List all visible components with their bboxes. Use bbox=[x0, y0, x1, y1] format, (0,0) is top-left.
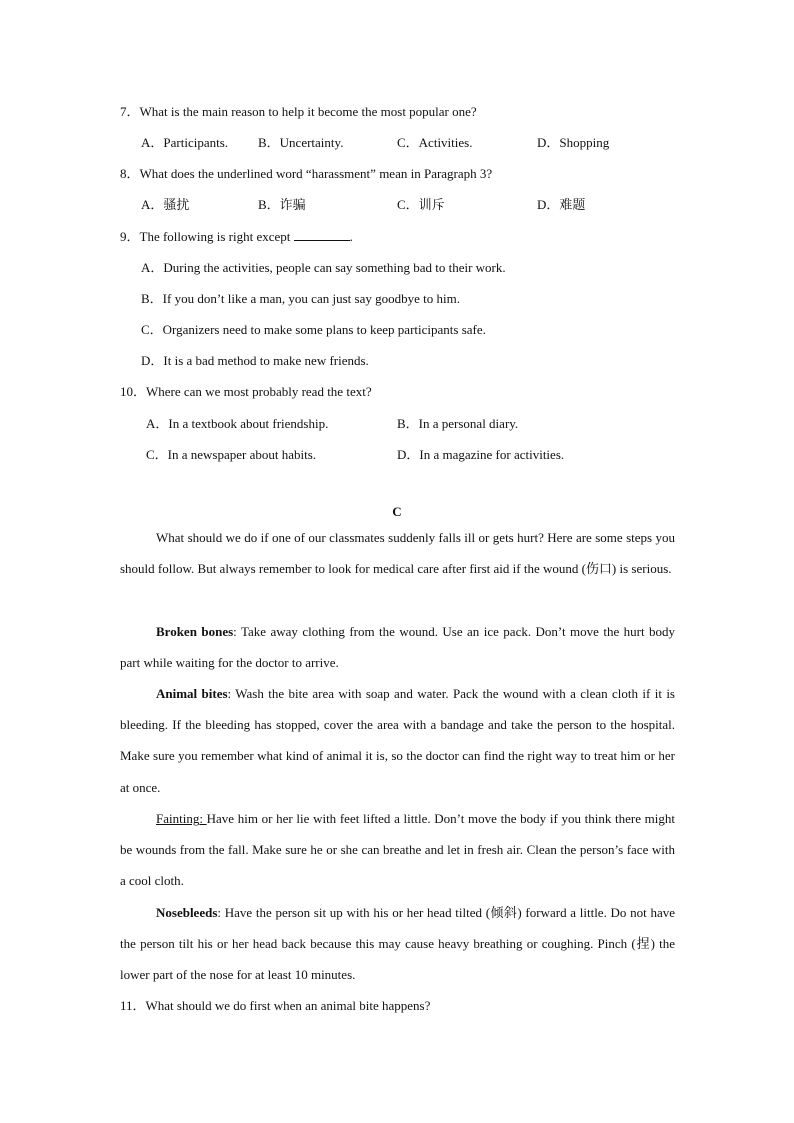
animal-bites-paragraph bbox=[120, 678, 675, 803]
question-7-option-c: C．Activities. bbox=[397, 135, 473, 150]
question-8-option-c: C．训斥 bbox=[397, 197, 445, 212]
question-8-option-a: A．骚扰 bbox=[141, 197, 190, 212]
question-9-stem bbox=[120, 228, 353, 245]
question-9-stem-end: . bbox=[349, 229, 353, 244]
nosebleeds-text: Have the person sit up with his or her head tilted (倾斜) forward a little. Do not have the person tilt his or her head back because this may cause heavy breathing or coughing. Pinch (捏) the lower part of the nose for at least 10 minutes. bbox=[120, 905, 675, 983]
question-10-stem: 10．Where can we most probably read the text? bbox=[120, 384, 372, 399]
broken-bones-heading: Broken bones bbox=[156, 624, 234, 639]
question-8-option-d: D．难题 bbox=[537, 197, 586, 212]
nosebleeds-heading: Nosebleeds bbox=[156, 905, 218, 920]
broken-bones-paragraph bbox=[120, 616, 675, 678]
question-7-option-d: D．Shopping bbox=[537, 135, 610, 150]
broken-bones-text: Take away clothing from the wound. Use an ice pack. Don’t move the hurt body part while waiting for the doctor to arrive. bbox=[120, 624, 675, 671]
question-10-option-a: A．In a textbook about friendship. bbox=[146, 416, 329, 431]
question-7-option-a: A．Participants. bbox=[141, 135, 229, 150]
animal-bites-sep: : bbox=[227, 686, 236, 701]
animal-bites-text: Wash the bite area with soap and water. Pack the wound with a clean cloth if it is bleeding. If the bleeding has stopped, cover the area with a bandage and take the person to the hospital. Make sure you remember what kind of animal it is, so the doctor can find the right way to treat him or her at once. bbox=[120, 686, 675, 795]
question-11-stem: 11．What should we do first when an animal bite happens? bbox=[120, 998, 431, 1013]
question-9-stem-text: 9．The following is right except bbox=[120, 229, 294, 244]
fainting-sep: : bbox=[199, 811, 207, 826]
intro-text: What should we do if one of our classmates suddenly falls ill or gets hurt? Here are some steps you should follow. But always remember to look for medical care after first aid if the wound (伤口) is serious. bbox=[120, 530, 675, 577]
answer-blank bbox=[294, 228, 350, 241]
question-7-option-b: B．Uncertainty. bbox=[258, 135, 344, 150]
nosebleeds-paragraph bbox=[120, 897, 675, 991]
question-9-option-d: D．It is a bad method to make new friends. bbox=[141, 353, 369, 368]
broken-bones-sep: : bbox=[233, 624, 241, 639]
nosebleeds-sep: : bbox=[217, 905, 225, 920]
question-9-option-b: B．If you don’t like a man, you can just say goodbye to him. bbox=[141, 291, 460, 306]
question-9-option-c: C．Organizers need to make some plans to keep participants safe. bbox=[141, 322, 486, 337]
fainting-paragraph bbox=[120, 803, 675, 897]
animal-bites-heading: Animal bites bbox=[156, 686, 228, 701]
question-10-option-d: D．In a magazine for activities. bbox=[397, 447, 565, 462]
question-10-option-b: B．In a personal diary. bbox=[397, 416, 519, 431]
question-9-option-a: A．During the activities, people can say something bad to their work. bbox=[141, 260, 506, 275]
section-title: C bbox=[392, 504, 402, 519]
question-10-option-c: C．In a newspaper about habits. bbox=[146, 447, 317, 462]
question-8-stem: 8．What does the underlined word “harassment” mean in Paragraph 3? bbox=[120, 166, 493, 181]
question-8-option-b: B．诈骗 bbox=[258, 197, 306, 212]
intro-paragraph bbox=[120, 522, 675, 584]
fainting-heading: Fainting bbox=[156, 811, 200, 826]
question-7-stem: 7．What is the main reason to help it become the most popular one? bbox=[120, 104, 477, 119]
fainting-text: Have him or her lie with feet lifted a little. Don’t move the body if you think there might be wounds from the fall. Make sure he or she can breathe and let in fresh air. Clean the person’s face with a cool cloth. bbox=[120, 811, 675, 889]
